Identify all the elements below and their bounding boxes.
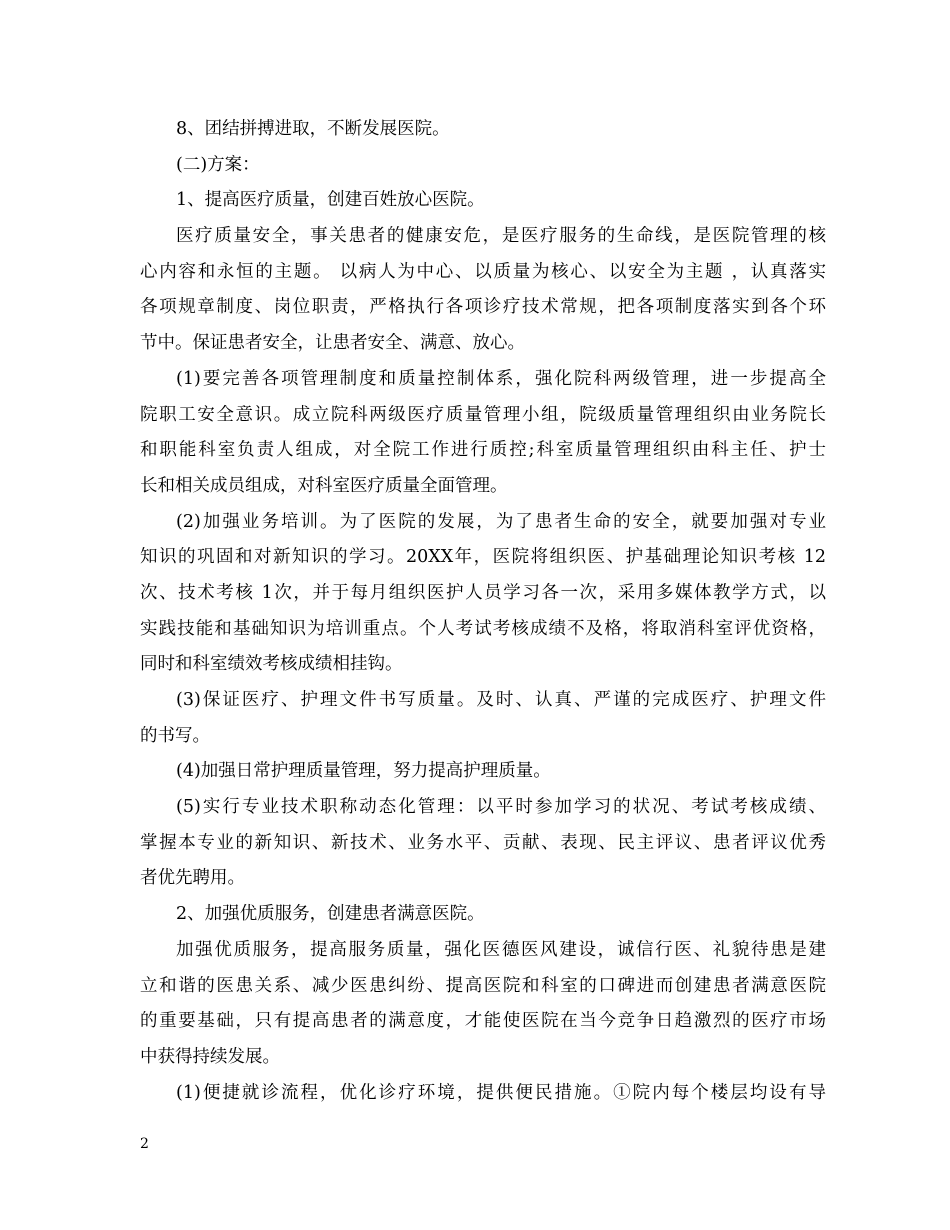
- text-line: 医疗质量安全，事关患者的健康安危，是医疗服务的生命线，是医院管理的核: [176, 226, 826, 247]
- text-line: 院职工安全意识。成立院科两级医疗质量管理小组，院级质量管理组织由业务院长: [140, 404, 826, 425]
- text-line: 知识的巩固和对新知识的学习。20XX年，医院将组织医、护基础理论知识考核 12: [140, 547, 826, 568]
- text-line: 中获得持续发展。: [140, 1046, 280, 1067]
- text-line: 8、团结拼搏进取，不断发展医院。: [176, 119, 450, 139]
- text-line: 掌握本专业的新知识、新技术、业务水平、贡献、表现、民主评议、患者评议优秀: [140, 832, 826, 853]
- text-line: 的重要基础，只有提高患者的满意度，才能使医院在当今竞争日趋激烈的医疗市场: [140, 1011, 826, 1032]
- text-line: 者优先聘用。: [140, 868, 245, 889]
- text-line: 1、提高医疗质量，创建百姓放心医院。: [176, 190, 485, 211]
- text-line: (3)保证医疗、护理文件书写质量。及时、认真、严谨的完成医疗、护理文件: [176, 690, 826, 710]
- text-line: 次、技术考核 1次，并于每月组织医护人员学习各一次，采用多媒体教学方式，以: [140, 582, 826, 603]
- document-body: [140, 112, 826, 1111]
- text-line: (1)要完善各项管理制度和质量控制体系，强化院科两级管理，进一步提高全: [176, 368, 826, 389]
- text-line: 立和谐的医患关系、减少医患纠纷、提高医院和科室的口碑进而创建患者满意医院: [140, 975, 826, 996]
- text-line: 心内容和永恒的主题。 以病人为中心、以质量为核心、以安全为主题 ，认真落实: [140, 261, 826, 282]
- text-line: 各项规章制度、岗位职责，严格执行各项诊疗技术常规，把各项制度落实到各个环: [140, 297, 826, 318]
- text-line: 同时和科室绩效考核成绩相挂钩。: [140, 654, 403, 675]
- text-line: 和职能科室负责人组成，对全院工作进行质控;科室质量管理组织由科主任、护士: [140, 440, 826, 461]
- text-line: (5)实行专业技术职称动态化管理：以平时参加学习的状况、考试考核成绩、: [176, 797, 826, 818]
- text-line: (2)加强业务培训。为了医院的发展，为了患者生命的安全，就要加强对专业: [176, 511, 826, 532]
- page-number: 2: [140, 1136, 149, 1152]
- text-line: 长和相关成员组成，对科室医疗质量全面管理。: [140, 475, 508, 496]
- text-line: (4)加强日常护理质量管理，努力提高护理质量。: [176, 761, 551, 782]
- text-line: (二)方案：: [176, 154, 260, 175]
- text-line: 加强优质服务，提高服务质量，强化医德医风建设，诚信行医、礼貌待患是建: [176, 939, 826, 960]
- text-line: 节中。保证患者安全，让患者安全、满意、放心。: [140, 333, 525, 354]
- text-line: (1)便捷就诊流程，优化诊疗环境，提供便民措施。①院内每个楼层均设有导: [176, 1082, 826, 1103]
- text-line: 2、加强优质服务，创建患者满意医院。: [176, 904, 485, 925]
- text-line: 实践技能和基础知识为培训重点。个人考试考核成绩不及格，将取消科室评优资格，: [140, 618, 826, 639]
- text-line: 的书写。: [140, 725, 210, 746]
